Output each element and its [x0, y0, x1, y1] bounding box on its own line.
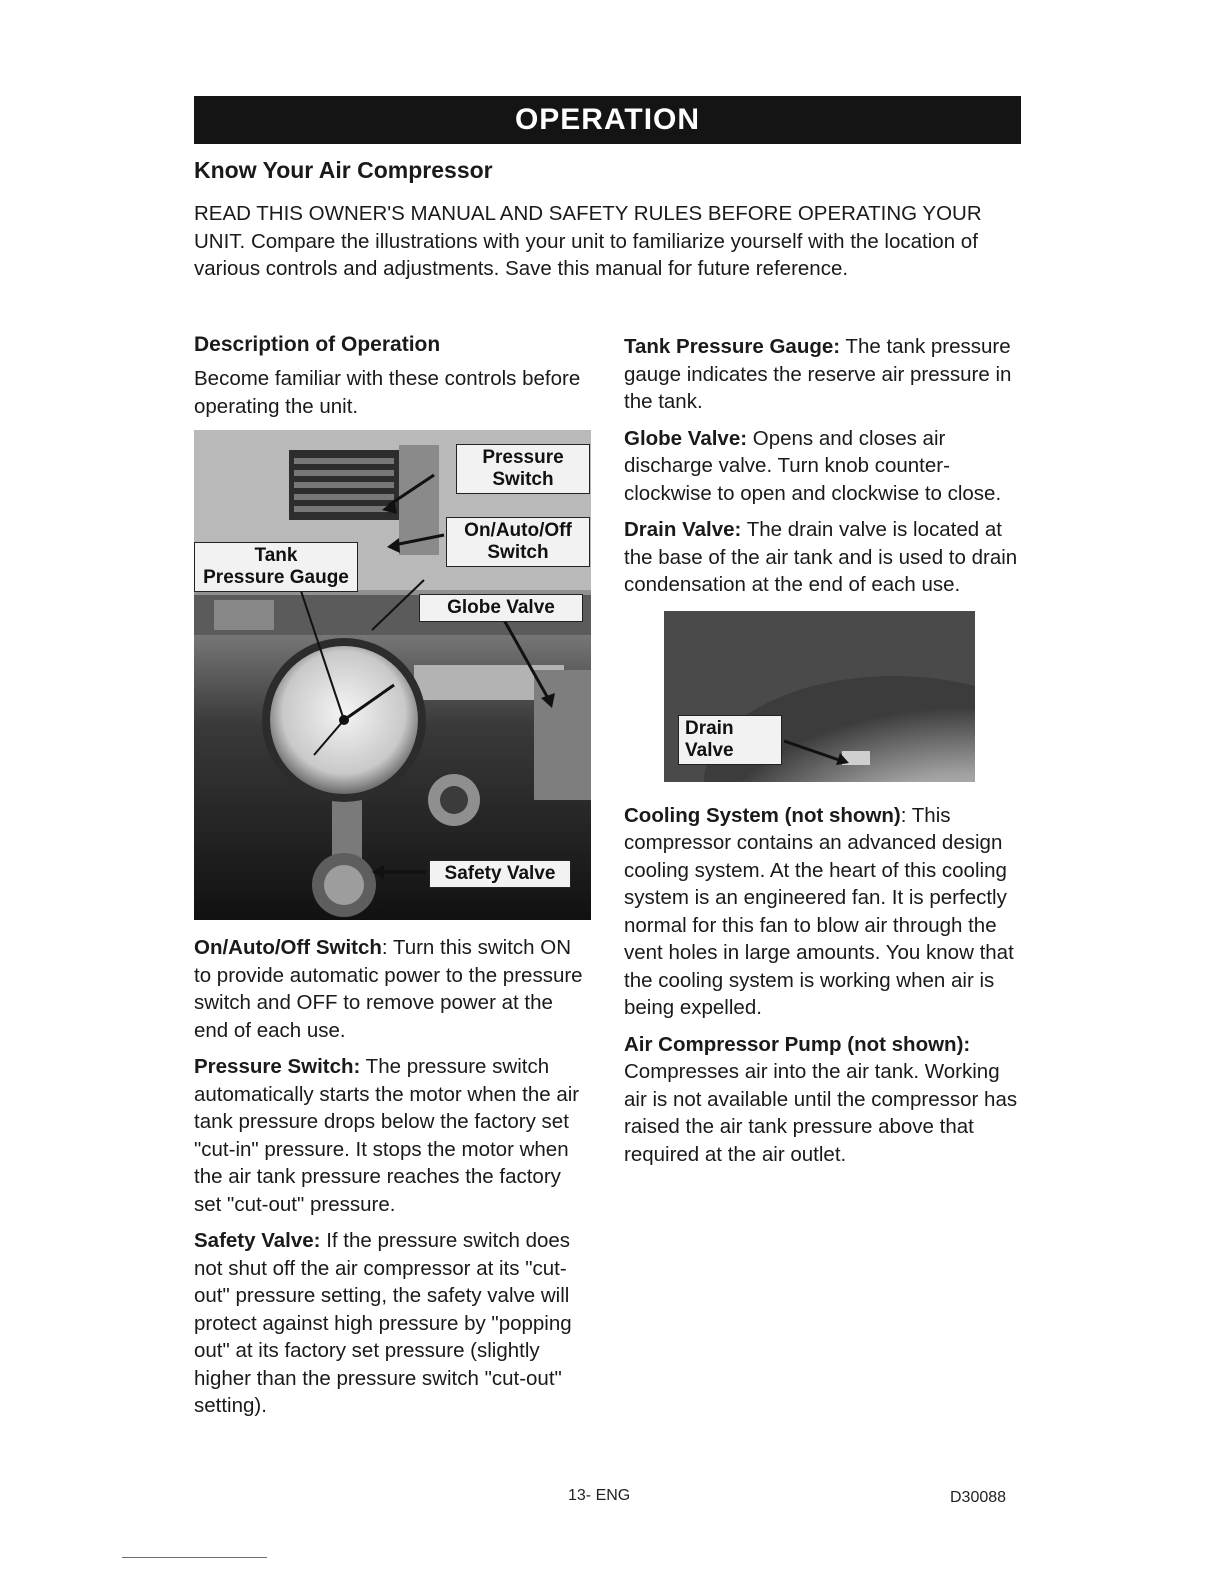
right-column [624, 333, 1024, 1177]
callout-tank-pressure-gauge: Tank Pressure Gauge [194, 542, 358, 592]
page-number: 13- ENG [568, 1487, 631, 1504]
left-descriptions [194, 934, 592, 1420]
item-globe-valve: Globe Valve: Opens and closes air discharge valve. Turn knob counter-clockwise to open and clockwise to close. [624, 426, 1002, 505]
compressor-controls-photo [194, 430, 591, 920]
item-safety-valve: Safety Valve: If the pressure switch does not shut off the air compressor at its "cut-out" pressure setting, the safety valve will protect against high pressure by "popping out" at its factory set pressure (slightly higher than the pressure switch "cut-out" setting). [194, 1229, 572, 1417]
item-tank-pressure-gauge: Tank Pressure Gauge: The tank pressure gauge indicates the reserve air pressure in the tank. [624, 335, 1012, 413]
callout-onautooff-switch: On/Auto/Off Switch [446, 517, 590, 567]
item-drain-valve: Drain Valve: The drain valve is located at the base of the air tank and is used to drain condensation at the end of each use. [624, 518, 1018, 596]
drain-valve-photo [664, 611, 975, 782]
item-pressure-switch: Pressure Switch: The pressure switch automatically starts the motor when the air tank pressure drops below the factory set "cut-in" pressure. It stops the motor when the air tank pressure reaches the factory set "cut-out" pressure. [194, 1055, 580, 1216]
corner-rule [122, 1557, 267, 1558]
description-title: Description of Operation [194, 333, 441, 356]
callout-safety-valve: Safety Valve [429, 860, 571, 888]
intro-paragraph: READ THIS OWNER'S MANUAL AND SAFETY RULES BEFORE OPERATING YOUR UNIT. Compare the illustrations with your unit to familiarize yourself with the location of various controls and adjustments. Save this manual for future reference. [194, 202, 982, 280]
callout-globe-valve: Globe Valve [419, 594, 583, 622]
section-banner: OPERATION [194, 96, 1021, 144]
compressor-illustration [194, 430, 591, 920]
document-code: D30088 [950, 1489, 1007, 1506]
item-cooling-system: Cooling System (not shown): This compressor contains an advanced design cooling system. At the heart of this cooling system is an engineered fan. It is perfectly normal for this fan to blow air through the vent holes in large amounts. You know that the cooling system is working when air is being expelled. [624, 803, 1014, 1019]
item-onautooff-switch: On/Auto/Off Switch: Turn this switch ON to provide automatic power to the pressure switch and OFF to remove power at the end of each use. [194, 936, 583, 1042]
callout-drain-valve: Drain Valve [678, 715, 782, 765]
callout-pressure-switch: Pressure Switch [456, 444, 590, 494]
page-heading: Know Your Air Compressor [194, 157, 493, 183]
item-air-compressor-pump: Air Compressor Pump (not shown): Compresses air into the air tank. Working air is not available until the compressor has raised the air tank pressure above that required at the air outlet. [624, 1032, 1018, 1166]
left-column [194, 333, 592, 1429]
description-text: Become familiar with these controls before operating the unit. [194, 367, 581, 418]
